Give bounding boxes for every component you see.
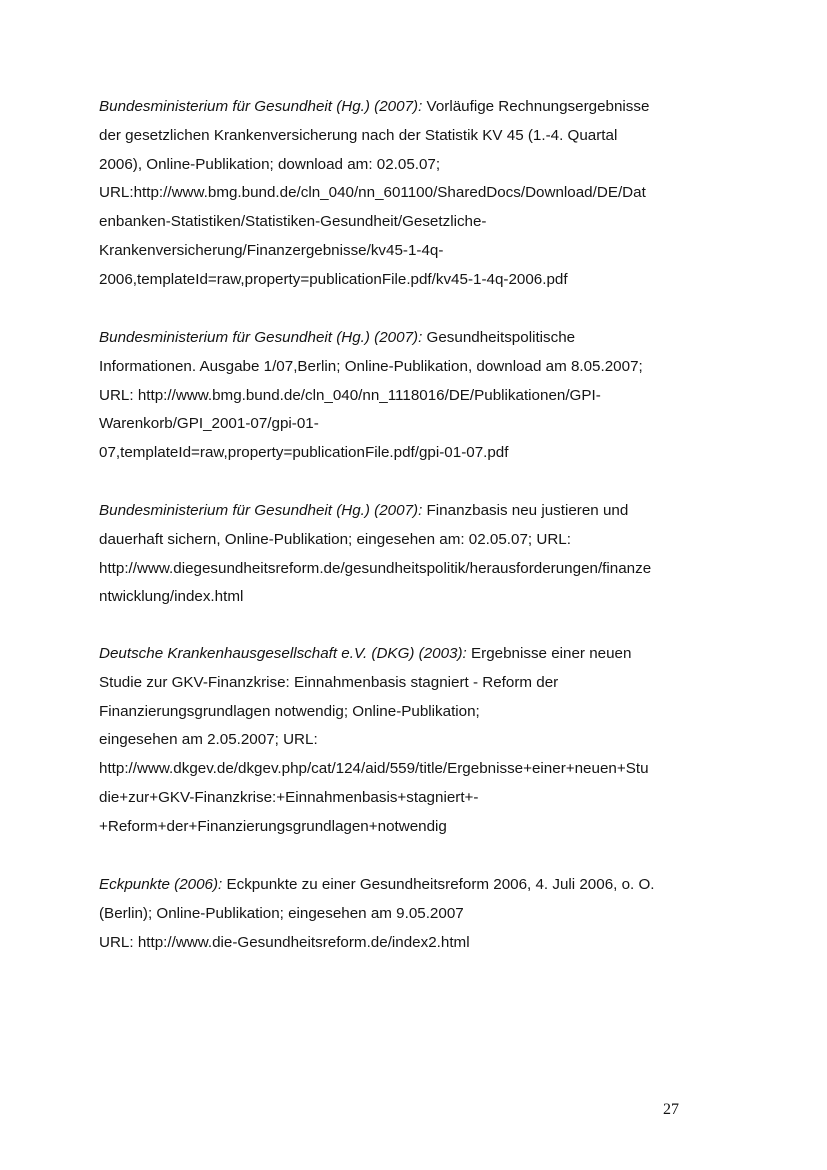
reference-author: Deutsche Krankenhausgesellschaft e.V. (DKG) (2003): xyxy=(99,645,467,662)
reference-url-line: Krankenversicherung/Finanzergebnisse/kv45-1-4q- xyxy=(99,241,444,259)
reference-entry xyxy=(99,93,739,295)
reference-line: Informationen. Ausgabe 1/07,Berlin; Online-Publikation, download am 8.05.2007; xyxy=(99,357,643,375)
reference-first-line xyxy=(99,497,739,526)
reference-url-line: 07,templateId=raw,property=publicationFile.pdf/gpi-01-07.pdf xyxy=(99,444,509,462)
reference-text: Finanzbasis neu justieren und xyxy=(422,502,629,519)
reference-line: dauerhaft sichern, Online-Publikation; eingesehen am: 02.05.07; URL: xyxy=(99,530,571,548)
reference-author: Bundesministerium für Gesundheit (Hg.) (2007): xyxy=(99,329,423,346)
reference-text: Gesundheitspolitische xyxy=(422,329,576,346)
page-number: 27 xyxy=(663,1101,679,1118)
reference-entry xyxy=(99,497,739,612)
reference-url-line: URL:http://www.bmg.bund.de/cln_040/nn_601100/SharedDocs/Download/DE/Dat xyxy=(99,184,646,202)
reference-first-line xyxy=(99,871,739,900)
reference-entry xyxy=(99,324,739,468)
reference-url-line: die+zur+GKV-Finanzkrise:+Einnahmenbasis+stagniert+- xyxy=(99,788,479,806)
reference-text: Ergebnisse einer neuen xyxy=(466,645,632,662)
reference-url-line: Warenkorb/GPI_2001-07/gpi-01- xyxy=(99,415,319,433)
reference-url-line: http://www.dkgev.de/dkgev.php/cat/124/aid/559/title/Ergebnisse+einer+neuen+Stu xyxy=(99,760,649,778)
reference-url-line: URL: http://www.bmg.bund.de/cln_040/nn_1118016/DE/Publikationen/GPI- xyxy=(99,386,601,404)
reference-author: Bundesministerium für Gesundheit (Hg.) (2007): xyxy=(99,502,423,519)
reference-author: Eckpunkte (2006): xyxy=(99,876,223,893)
reference-line: Finanzierungsgrundlagen notwendig; Online-Publikation; xyxy=(99,702,480,720)
reference-url-line: ntwicklung/index.html xyxy=(99,588,244,606)
reference-url-line: +Reform+der+Finanzierungsgrundlagen+notwendig xyxy=(99,817,447,835)
reference-first-line xyxy=(99,324,739,353)
reference-url-line: enbanken-Statistiken/Statistiken-Gesundheit/Gesetzliche- xyxy=(99,213,487,231)
reference-line: der gesetzlichen Krankenversicherung nach der Statistik KV 45 (1.-4. Quartal xyxy=(99,126,618,144)
reference-author: Bundesministerium für Gesundheit (Hg.) (2007): xyxy=(99,98,423,115)
reference-first-line xyxy=(99,93,739,122)
reference-first-line xyxy=(99,640,739,669)
reference-entry xyxy=(99,640,739,842)
reference-url-line: 2006,templateId=raw,property=publicationFile.pdf/kv45-1-4q-2006.pdf xyxy=(99,270,568,288)
reference-text: Vorläufige Rechnungsergebnisse xyxy=(422,98,650,115)
reference-line: eingesehen am 2.05.2007; URL: xyxy=(99,731,318,749)
reference-line: (Berlin); Online-Publikation; eingesehen am 9.05.2007 xyxy=(99,904,464,922)
reference-text: Eckpunkte zu einer Gesundheitsreform 2006, 4. Juli 2006, o. O. xyxy=(222,876,655,893)
reference-line: Studie zur GKV-Finanzkrise: Einnahmenbasis stagniert - Reform der xyxy=(99,673,559,691)
reference-url-line: URL: http://www.die-Gesundheitsreform.de/index2.html xyxy=(99,933,470,951)
reference-entry xyxy=(99,871,739,957)
reference-url-line: http://www.diegesundheitsreform.de/gesundheitspolitik/herausforderungen/finanze xyxy=(99,559,652,577)
reference-line: 2006), Online-Publikation; download am: 02.05.07; xyxy=(99,155,441,173)
